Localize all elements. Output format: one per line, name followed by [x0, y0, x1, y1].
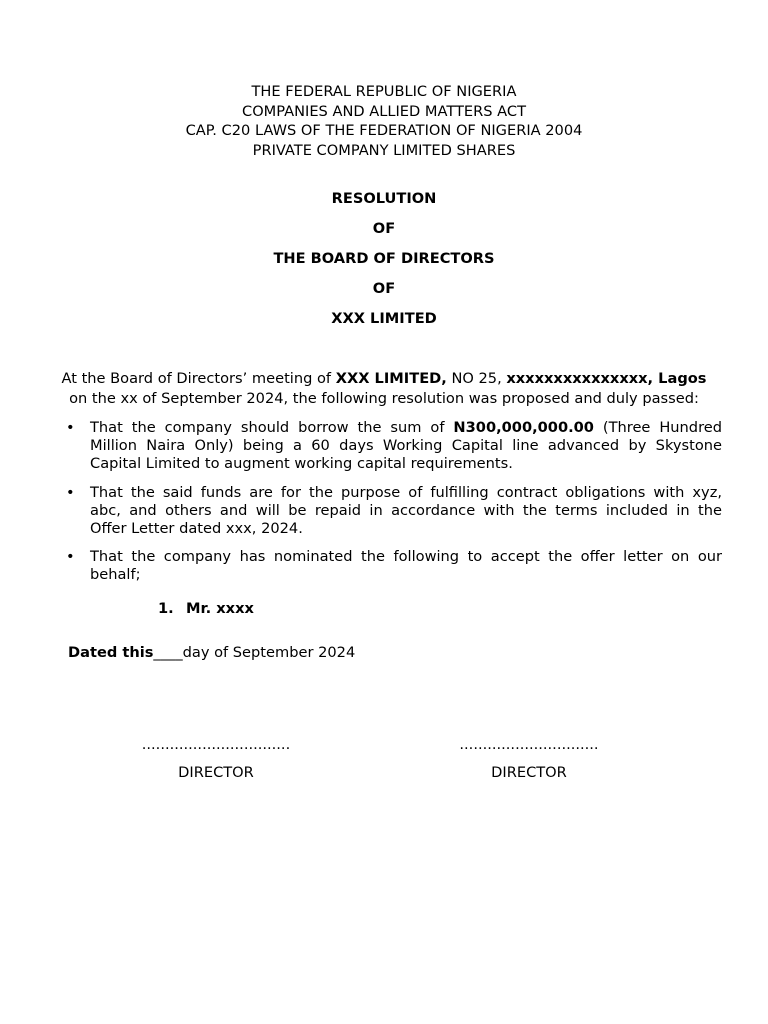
- intro-address: xxxxxxxxxxxxxxx, Lagos: [506, 370, 707, 387]
- nominee-entry: [158, 600, 254, 617]
- bullet-icon: •: [66, 483, 75, 501]
- resolution-item-nomination: [66, 548, 722, 584]
- item-line: [90, 419, 722, 437]
- header-act: COMPANIES AND ALLIED MATTERS ACT: [242, 102, 526, 120]
- date-blank: ____: [153, 644, 183, 661]
- item-line: Capital Limited to augment working capital requirements.: [90, 455, 513, 473]
- signature-role: DIRECTOR: [491, 764, 567, 781]
- resolution-title-block: [0, 189, 768, 339]
- intro-line-1: [40, 369, 728, 389]
- item-text: That the company should borrow the sum of: [90, 419, 454, 436]
- resolution-item-funds-purpose: [66, 484, 722, 539]
- dated-rest: day of September 2024: [182, 644, 356, 661]
- intro-paragraph: [40, 369, 728, 408]
- nominee-name: Mr. xxxx: [186, 600, 254, 617]
- item-line: behalf;: [90, 566, 141, 584]
- intro-text-1: At the Board of Directors’ meeting of: [61, 370, 336, 387]
- item-line: abc, and others and will be repaid in accordance with the terms included in the: [90, 501, 722, 519]
- header-company-type: PRIVATE COMPANY LIMITED SHARES: [252, 141, 516, 159]
- resolution-list: [66, 419, 722, 595]
- intro-text-2: NO 25,: [446, 370, 507, 387]
- signature-role: DIRECTOR: [178, 764, 254, 781]
- nominee-number: 1.: [158, 600, 174, 617]
- dated-line: [68, 644, 355, 661]
- item-line: That the company has nominated the following to accept the offer letter on our: [90, 548, 722, 566]
- title-company: XXX LIMITED: [331, 310, 437, 327]
- intro-company-name: XXX LIMITED,: [335, 370, 447, 387]
- signature-line: ................................: [141, 736, 291, 753]
- item-line: Offer Letter dated xxx, 2024.: [90, 520, 303, 538]
- header-law: CAP. C20 LAWS OF THE FEDERATION OF NIGERIA 2004: [185, 122, 583, 139]
- intro-line-2: on the xx of September 2024, the following resolution was proposed and duly passed:: [69, 389, 699, 407]
- document-header: [0, 82, 768, 160]
- title-of-2: OF: [372, 280, 396, 297]
- item-text: (Three Hundred: [593, 419, 722, 436]
- dated-label: Dated this: [68, 644, 154, 661]
- header-country: THE FEDERAL REPUBLIC OF NIGERIA: [251, 83, 517, 100]
- title-board: THE BOARD OF DIRECTORS: [273, 250, 495, 267]
- item-line: Million Naira Only) being a 60 days Working Capital line advanced by Skystone: [90, 437, 722, 455]
- item-line: That the said funds are for the purpose of fulfilling contract obligations with xyz,: [90, 483, 722, 501]
- resolution-item-borrow: [66, 419, 722, 474]
- signature-line: ..............................: [459, 736, 599, 753]
- bullet-icon: •: [66, 419, 75, 436]
- title-resolution: RESOLUTION: [331, 190, 437, 207]
- title-of-1: OF: [372, 220, 396, 237]
- signature-block-left: [116, 735, 316, 783]
- loan-amount: N300,000,000.00: [453, 419, 594, 436]
- signature-block-right: [429, 735, 629, 783]
- bullet-icon: •: [66, 548, 75, 566]
